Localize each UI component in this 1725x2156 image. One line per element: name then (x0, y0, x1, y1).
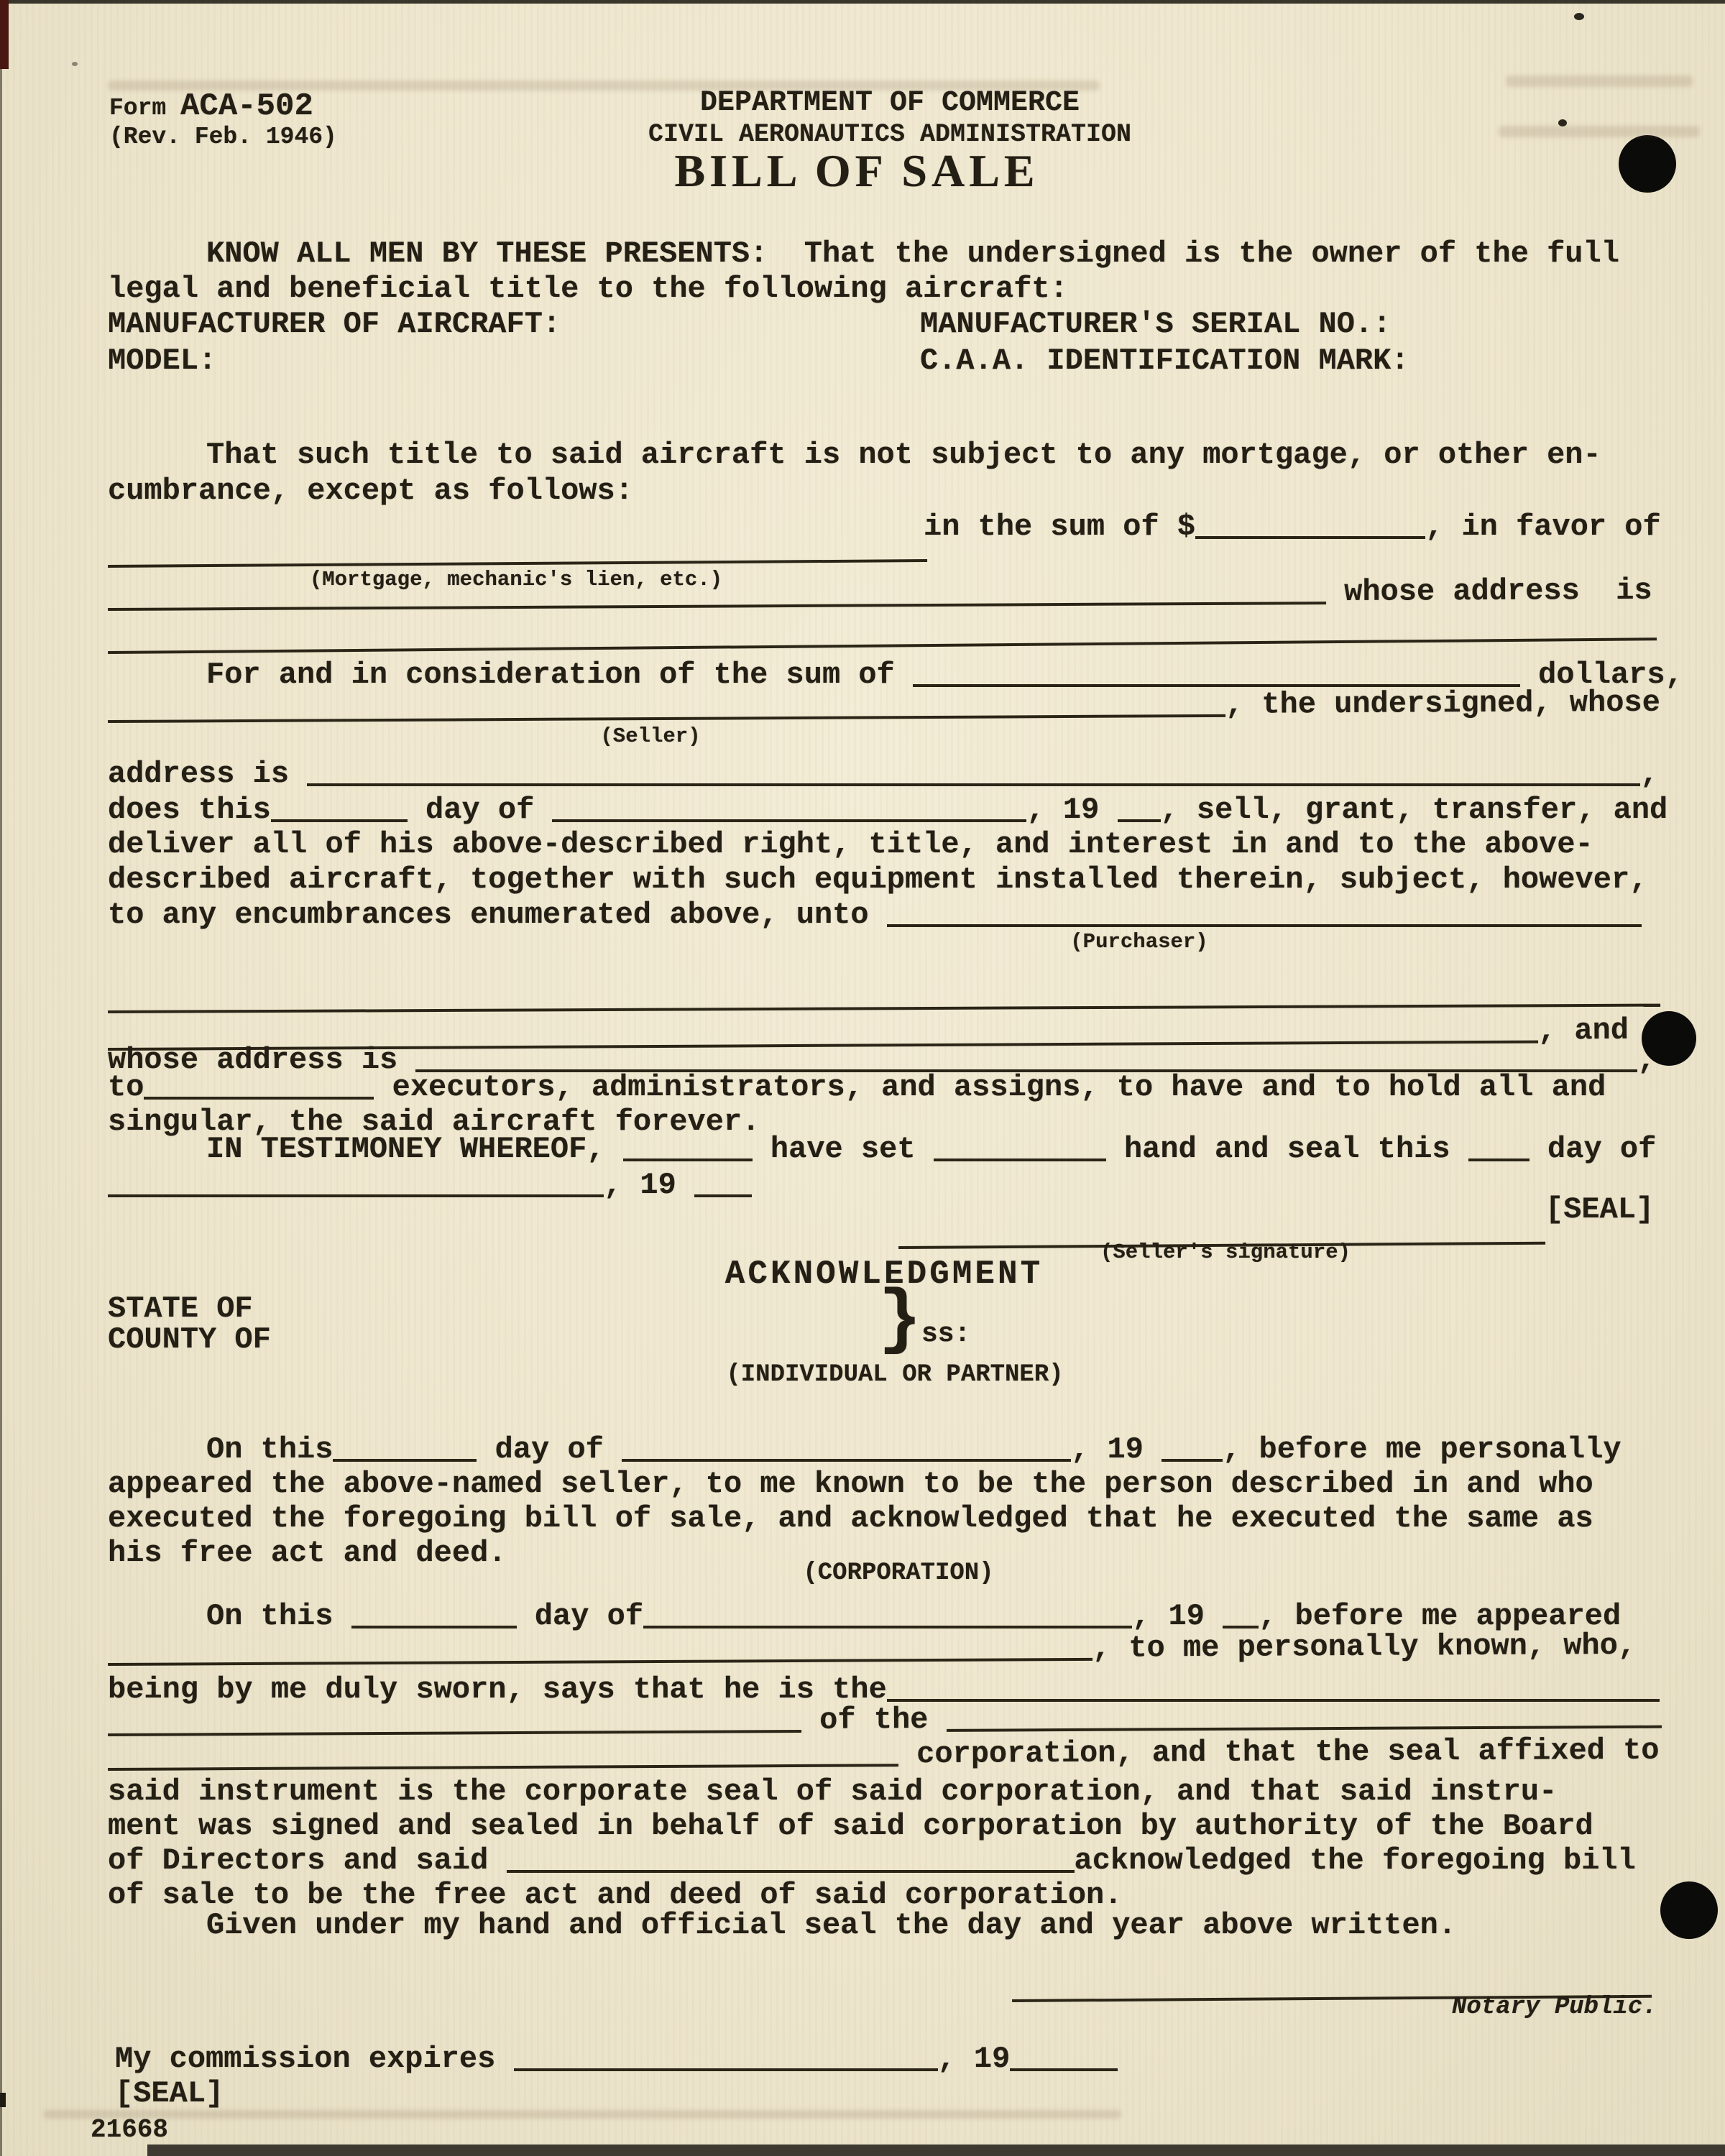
corporation-line (108, 1733, 1660, 1774)
text-segment: [SEAL] (1545, 1192, 1655, 1227)
blank-underline (333, 1437, 477, 1462)
blank-underline (622, 1437, 1071, 1462)
blank-underline (1118, 798, 1161, 822)
text-segment: , the undersigned, whose (1225, 685, 1661, 722)
individual-caption (726, 1363, 1063, 1387)
text-segment: of the (801, 1702, 947, 1738)
mortgage-blank-line (108, 535, 927, 571)
blank-underline (108, 616, 1657, 654)
blank-underline (108, 693, 1225, 723)
text-segment: , to me personally known, who, (1092, 1628, 1637, 1666)
notary-caption (1452, 1995, 1657, 2019)
blank-underline (108, 1708, 801, 1736)
text-segment: singular, the said aircraft forever. (108, 1105, 760, 1139)
blank-underline (947, 1704, 1662, 1732)
text-segment: executors, administrators, and assigns, to have and to hold all and (374, 1070, 1606, 1105)
sum-line (924, 512, 1661, 542)
state-of-label (108, 1291, 253, 1326)
text-segment: appeared the above-named seller, to me known to be the person described in and who (108, 1467, 1593, 1501)
blank-underline (415, 1048, 1637, 1072)
text-segment: Form (109, 95, 181, 121)
title-clause-1 (206, 440, 1601, 470)
testimoney-line (206, 1134, 1656, 1164)
text-segment: being by me duly sworn, says that he is the (108, 1672, 887, 1707)
text-segment: deliver all of his above-described right, title, and interest in and to the above- (108, 827, 1593, 862)
text-segment: have set (752, 1132, 934, 1166)
text-segment: KNOW ALL MEN BY THESE PRESENTS: That the undersigned is the owner of the full (206, 236, 1619, 271)
text-segment: whose address is (1325, 573, 1652, 610)
blank-underline (307, 762, 1640, 786)
blank-underline (934, 1137, 1106, 1161)
seller-address-line (108, 759, 1658, 789)
text-segment: day of (407, 793, 553, 827)
text-segment: DEPARTMENT OF COMMERCE (699, 87, 1080, 119)
text-segment: } (878, 1280, 922, 1361)
blank-underline (552, 798, 1026, 822)
text-segment: , 19 (1026, 793, 1118, 827)
text-segment: STATE OF (108, 1291, 253, 1326)
blank-underline (108, 580, 1326, 611)
text-segment: executed the foregoing bill of sale, and acknowledged that he executed the same as (108, 1501, 1593, 1536)
blank-underline (643, 1604, 1132, 1628)
individual-line-4 (108, 1538, 507, 1568)
text-segment: his free act and deed. (108, 1536, 507, 1570)
print-code (91, 2117, 168, 2143)
seller-signature-caption (1100, 1242, 1351, 1263)
text-segment: said instrument is the corporate seal of said corporation, and that said instru- (108, 1774, 1558, 1809)
blank-underline (913, 663, 1520, 687)
text-segment: , in favor of (1425, 510, 1661, 544)
text-segment: MODEL: (108, 344, 217, 378)
text-segment: to (108, 1070, 144, 1105)
individual-onthis-line (206, 1434, 1622, 1465)
text-segment: described aircraft, together with such equipment installed therein, subject, however, (108, 862, 1648, 897)
directors-line (108, 1843, 1636, 1878)
blank-underline (351, 1604, 517, 1628)
blank-underline (623, 1137, 753, 1161)
text-segment: hand and seal this (1105, 1132, 1468, 1166)
ss-brace (878, 1280, 922, 1361)
blank-underline (1468, 1137, 1530, 1161)
text-segment: , and (1537, 1013, 1629, 1049)
blank-underline (887, 1677, 1660, 1702)
blank-underline (507, 1848, 1075, 1873)
free-act-line (108, 1880, 1122, 1910)
manufacturer-label (108, 309, 561, 339)
seller-caption (600, 726, 700, 747)
document-title (674, 145, 1039, 196)
text-segment: , before me personally (1223, 1432, 1622, 1467)
text-segment: Given under my hand and official seal the day and year above written. (206, 1908, 1457, 1943)
purchaser-caption (1070, 931, 1208, 952)
corporate-seal-line (108, 1774, 1558, 1809)
text-segment: day of (1529, 1132, 1657, 1166)
consideration-line (206, 660, 1683, 690)
text-segment: , 19 (937, 2042, 1011, 2076)
text-segment: (Seller) (600, 724, 701, 748)
blank-underline (1223, 1604, 1259, 1628)
address-blank-line (108, 613, 1657, 657)
blank-underline (108, 1173, 604, 1197)
text-segment: day of (477, 1432, 622, 1467)
title-clause-2 (108, 476, 633, 506)
county-of-label (108, 1322, 271, 1357)
text-segment: ACA-502 (180, 88, 313, 124)
caa-mark-label (920, 346, 1409, 376)
text-segment: [SEAL] (115, 2076, 224, 2111)
text-segment: On this (206, 1432, 334, 1467)
text-segment: , (1640, 757, 1659, 791)
text-segment: MANUFACTURER'S SERIAL NO.: (920, 307, 1392, 341)
text-segment: (Purchaser) (1070, 930, 1208, 954)
text-segment: For and in consideration of the sum of (206, 658, 913, 692)
text-segment: , sell, grant, transfer, and (1160, 793, 1668, 827)
text-segment: On this (206, 1599, 351, 1634)
blank-underline (108, 538, 927, 568)
purchaser-blank-1 (108, 980, 1660, 1016)
blank-underline (1010, 2047, 1118, 2071)
text-segment: That such title to said aircraft is not subject to any mortgage, or other en- (206, 438, 1601, 472)
agency-line-1 (700, 89, 1080, 118)
corporation-caption (803, 1561, 993, 1585)
blank-underline (1195, 515, 1425, 539)
text-segment: (Rev. Feb. 1946) (109, 124, 337, 150)
executors-line (108, 1070, 1606, 1105)
text-segment: ment was signed and sealed in behalf of said corporation by authority of the Board (108, 1809, 1593, 1843)
blank-underline (1162, 1437, 1223, 1462)
text-segment: Notary Public. (1452, 1994, 1657, 2021)
text-segment: ACKNOWLEDGMENT (724, 1256, 1044, 1293)
sworn-line (108, 1674, 1660, 1705)
individual-line-3 (108, 1503, 1593, 1534)
seal-bracket-2 (115, 2078, 224, 2109)
text-segment: corporation, and that the seal affixed to (898, 1733, 1660, 1772)
text-segment: of Directors and said (108, 1843, 507, 1878)
text-segment: (Mortgage, mechanic's lien, etc.) (309, 568, 723, 591)
model-label (108, 346, 216, 376)
testimoney-date-line (108, 1170, 752, 1200)
revision-line (109, 125, 337, 149)
undersigned-line (108, 685, 1661, 726)
presents-line-2 (108, 274, 1068, 304)
described-line (108, 862, 1648, 897)
text-segment: address is (108, 757, 308, 791)
signed-sealed-line (108, 1811, 1593, 1841)
agency-line-2 (648, 122, 1131, 147)
text-segment: 21668 (91, 2115, 169, 2145)
deliver-line (108, 829, 1593, 860)
given-line (206, 1908, 1457, 1943)
presents-line-1 (206, 236, 1619, 271)
text-segment: (CORPORATION) (803, 1560, 994, 1587)
does-this-line (108, 795, 1668, 825)
known-line (108, 1628, 1637, 1669)
text-segment: , (1637, 1043, 1656, 1077)
text-segment: day of (516, 1599, 644, 1634)
text-segment: , 19 (604, 1168, 695, 1202)
text-segment: (INDIVIDUAL OR PARTNER) (726, 1361, 1064, 1388)
text-segment: whose address is (108, 1043, 416, 1077)
text-segment: acknowledged the foregoing bill (1074, 1843, 1636, 1878)
corporation-onthis-line (206, 1599, 1622, 1634)
blank-underline (108, 982, 1660, 1013)
individual-line-2 (108, 1469, 1593, 1499)
text-segment: , 19 (1132, 1599, 1223, 1634)
blank-underline (144, 1075, 374, 1100)
serial-number-label (920, 309, 1391, 339)
unto-line (108, 900, 1642, 930)
text-segment: dollars, (1519, 658, 1683, 692)
blank-underline (108, 1636, 1092, 1666)
ss-label (921, 1321, 970, 1348)
text-segment: does this (108, 793, 271, 827)
text-segment: in the sum of $ (924, 510, 1196, 544)
text-segment: to any encumbrances enumerated above, unto (108, 898, 887, 932)
form-number-line (109, 88, 313, 124)
text-segment: IN TESTIMONEY WHEREOF, (206, 1132, 623, 1166)
text-segment: C.A.A. IDENTIFICATION MARK: (920, 344, 1409, 378)
text-segment: My commission expires (115, 2042, 514, 2076)
text-segment: , 19 (1071, 1432, 1162, 1467)
blank-underline (887, 903, 1642, 927)
text-segment: MANUFACTURER OF AIRCRAFT: (108, 307, 561, 341)
text-segment: CIVIL AERONAUTICS ADMINISTRATION (648, 120, 1132, 149)
blank-underline (108, 1742, 898, 1771)
text-segment: cumbrance, except as follows: (108, 474, 633, 508)
text-segment: (Seller's signature) (1100, 1240, 1351, 1264)
blank-underline (694, 1173, 752, 1197)
blank-underline (271, 798, 408, 822)
text-segment: COUNTY OF (108, 1322, 271, 1357)
text-segment: of sale to be the free act and deed of said corporation. (108, 1878, 1123, 1912)
blank-underline (514, 2047, 938, 2071)
seal-bracket-1 (1545, 1194, 1654, 1225)
text-segment: legal and beneficial title to the following aircraft: (108, 272, 1068, 306)
text-segment: ss: (921, 1319, 971, 1350)
text-segment: , before me appeared (1259, 1599, 1622, 1634)
commission-line (115, 2044, 1118, 2074)
text-segment: BILL OF SALE (674, 145, 1039, 196)
